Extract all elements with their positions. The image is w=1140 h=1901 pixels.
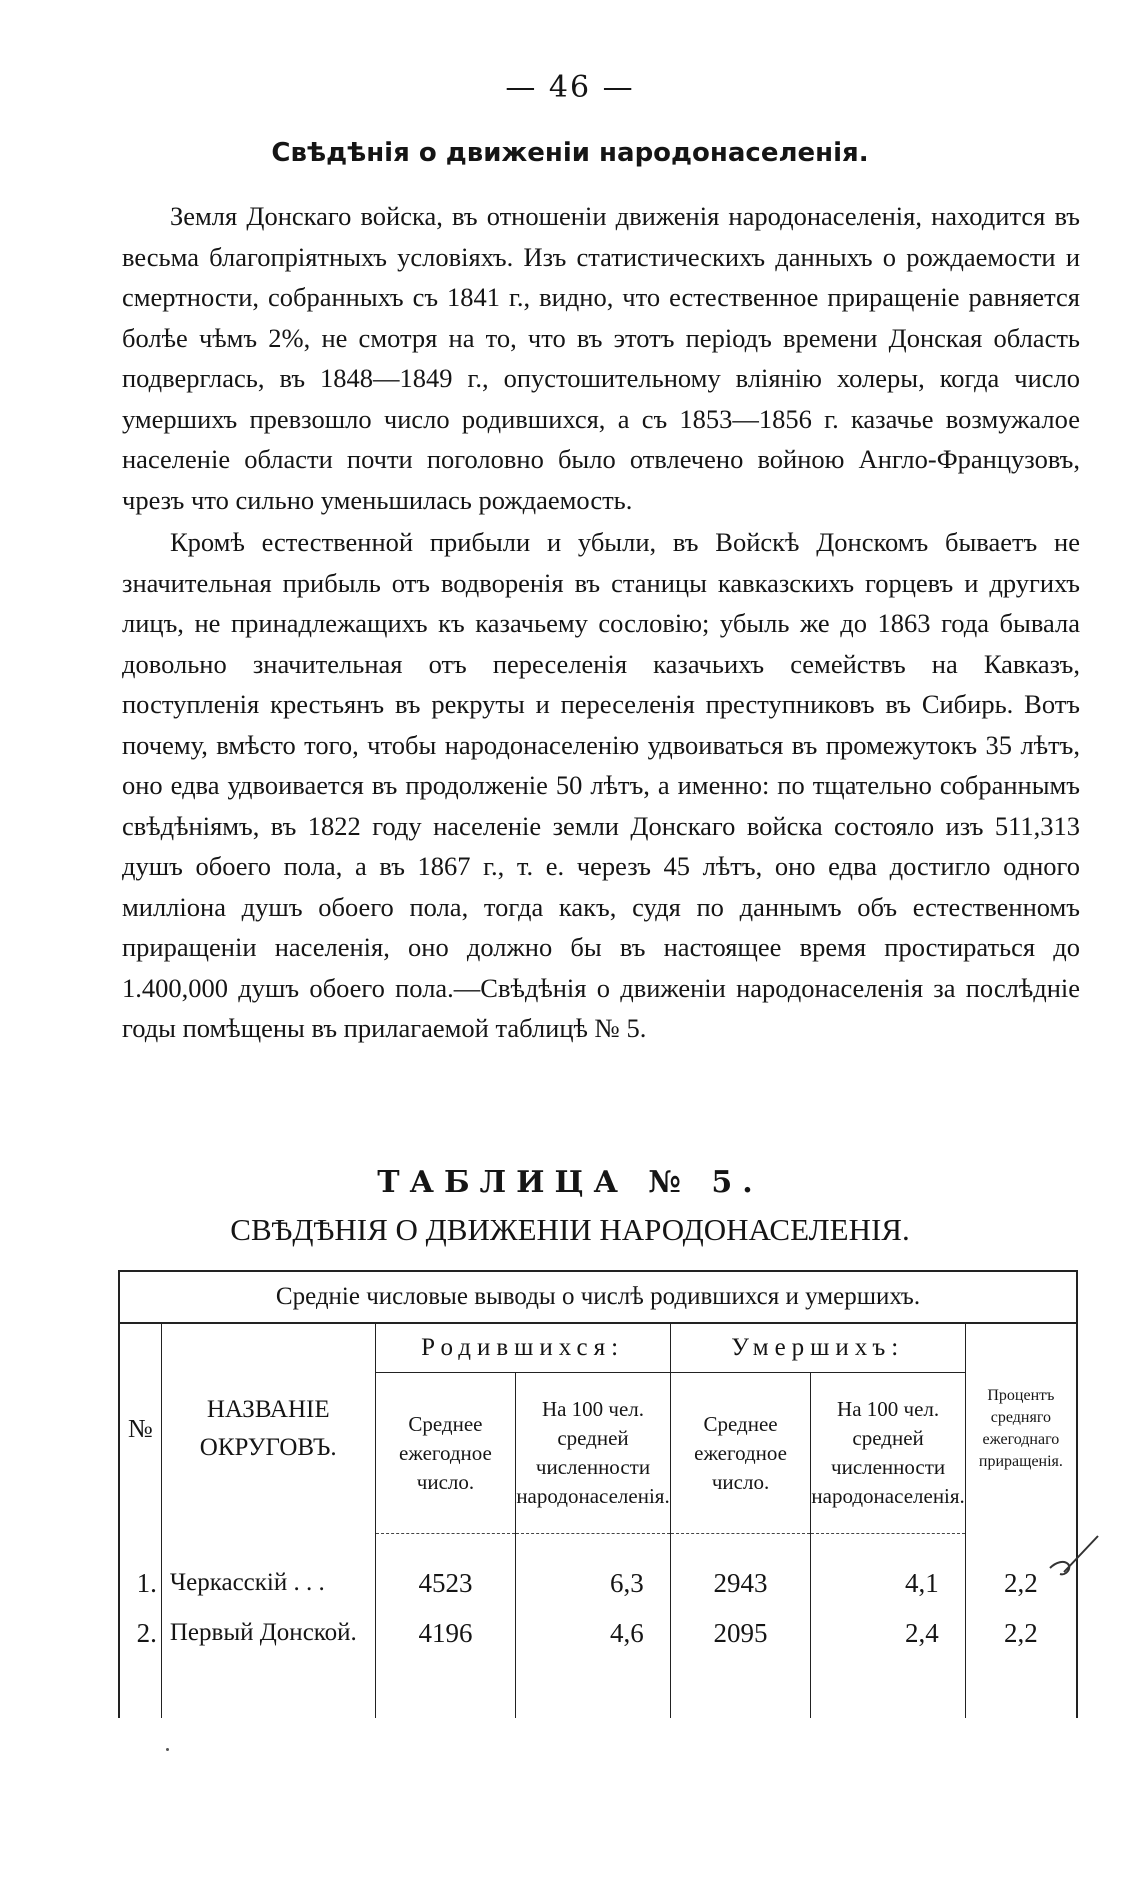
column-header-died-average: Среднее ежегодное число. (670, 1373, 811, 1534)
paragraph-2: Кромѣ естественной прибыли и убыли, въ Войскѣ Донскомъ бываетъ не значительная прибыль отъ водворенія въ станицы кавказскихъ горцевъ и другихъ лицъ, не принадлежащихъ къ казачьему сословію; убыль же до 1863 года бывала довольно значительная отъ переселенія казачьихъ семействъ на Кавказъ, поступленія крестьянъ въ рекруты и переселенія преступниковъ въ Сибирь. Вотъ почему, вмѣсто того, чтобы народонаселенію удвоиваться въ промежутокъ 35 лѣтъ, оно едва удвоивается въ продолженіе 50 лѣтъ, а именно: по тщательно собраннымъ свѣдѣніямъ, въ 1822 году населеніе земли Донскаго войска состояло изъ 511,313 душъ обоего пола, а въ 1867 г., т. е. черезъ 45 лѣтъ, оно едва достигло одного милліона душъ обоего пола, тогда какъ, судя по даннымъ объ естественномъ приращеніи населенія, оно должно бы въ настоящее время простираться до 1.400,000 душъ обоего пола.—Свѣдѣнія о движеніи народонаселенія за послѣдніе годы помѣщены въ прилагаемой таблицѣ № 5. (122, 527, 1080, 1043)
table-super-header: Средніе числовые выводы о числѣ родившихся и умершихъ. (119, 1271, 1077, 1323)
table-group-header-row (119, 1323, 1077, 1373)
column-header-growth-percent: Процентъ средняго ежегоднаго приращенія. (965, 1323, 1077, 1534)
group-header-born: Родившихся: (375, 1323, 670, 1373)
population-table (118, 1270, 1078, 1718)
column-header-born-per-100: На 100 чел. средней численности народонаселенія. (516, 1373, 670, 1534)
row-number: 1. (119, 1558, 161, 1608)
row-number: 2. (119, 1608, 161, 1658)
paragraph-1: Земля Донскаго войска, въ отношеніи движенія народонаселенія, находится въ весьма благопріятныхъ условіяхъ. Изъ статистическихъ данныхъ о рождаемости и смертности, собранныхъ съ 1841 г., видно, что естественное приращеніе равняется болѣе чѣмъ 2%, не смотря на то, что въ этотъ періодъ времени Донская область подверглась, въ 1848—1849 г., опустошительному вліянію холеры, когда число умершихъ превзошло число родившихся, а съ 1853—1856 г. казачье возмужалое населеніе области почти поголовно было отвлечено войною Англо-Французовъ, чрезъ что сильно уменьшилась рождаемость. (122, 201, 1080, 515)
born-per-100: 4,6 (516, 1608, 670, 1658)
print-speck (166, 1748, 169, 1751)
born-average: 4523 (375, 1558, 516, 1608)
pencil-mark (1046, 1532, 1102, 1582)
body-text (122, 196, 1080, 1049)
table-tail-row (119, 1658, 1077, 1718)
table-heading: ТАБЛИЦА № 5. (377, 1165, 763, 1200)
growth-percent: 2,2 (965, 1558, 1077, 1608)
born-per-100: 6,3 (516, 1558, 670, 1608)
district-name: Первый Донской. (161, 1608, 375, 1658)
page-number: — 46 — (505, 70, 635, 105)
table-subheading: СВѢДѢНІЯ О ДВИЖЕНІИ НАРОДОНАСЕЛЕНІЯ. (230, 1212, 910, 1247)
died-average: 2943 (670, 1558, 811, 1608)
district-name: Черкасскій . . . (161, 1558, 375, 1608)
born-average: 4196 (375, 1608, 516, 1658)
table-row (119, 1558, 1077, 1608)
table-spacer-row (119, 1534, 1077, 1559)
group-header-died: Умершихъ: (670, 1323, 965, 1373)
died-per-100: 4,1 (811, 1558, 965, 1608)
column-header-district-name: НАЗВАНІЕ ОКРУГОВЪ. (161, 1323, 375, 1534)
table-super-header-row (119, 1271, 1077, 1323)
died-average: 2095 (670, 1608, 811, 1658)
growth-percent: 2,2 (965, 1608, 1077, 1658)
column-header-born-average: Среднее ежегодное число. (375, 1373, 516, 1534)
died-per-100: 2,4 (811, 1608, 965, 1658)
column-header-number: № (119, 1323, 161, 1534)
table-row (119, 1608, 1077, 1658)
section-title: Свѣдѣнія о движеніи народонаселенія. (271, 138, 869, 168)
column-header-died-per-100: На 100 чел. средней численности народонаселенія. (811, 1373, 965, 1534)
